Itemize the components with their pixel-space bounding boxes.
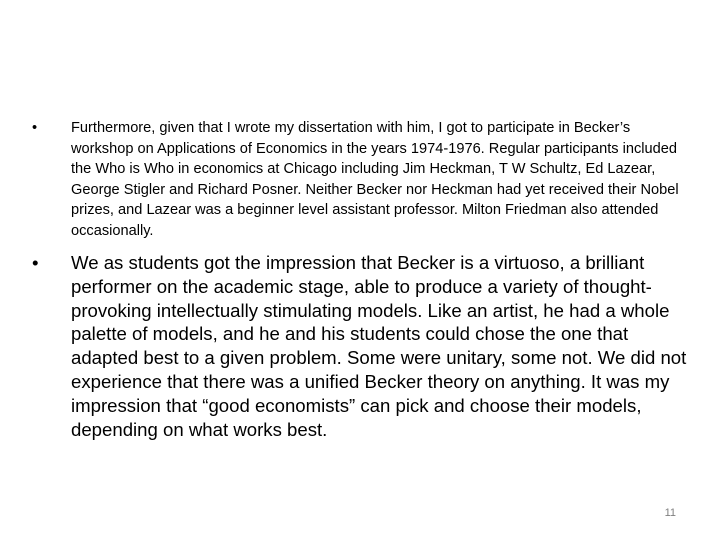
bullet-text-workshop: Furthermore, given that I wrote my dissertation with him, I got to participate in Becker’s workshop on Applications of Economics in the years 1974-1976. Regular participants included the Who is Who in economics at Chicago including Jim Heckman, T W Schultz, Ed Lazear, George Stigler and Richard Posner. Neither Becker nor Heckman had yet received their Nobel prizes, and Lazear was a beginner level assistant professor. Milton Friedman also attended occasionally. <box>71 120 679 239</box>
bullet-list <box>28 118 688 441</box>
bullet-item-virtuoso <box>28 251 688 441</box>
bullet-marker: • <box>32 120 38 136</box>
bullet-marker: • <box>32 252 39 273</box>
page-number: 11 <box>664 507 676 519</box>
bullet-item-workshop <box>28 118 688 241</box>
bullet-text-virtuoso: We as students got the impression that Becker is a virtuoso, a brilliant performer on the academic stage, able to produce a variety of thought-provoking intellectually stimulating models. Like an artist, he had a whole palette of models, and he and his students could chose the one that adapted best to a given problem. Some were unitary, some not. We did not experience that there was a unified Becker theory on anything. It was my impression that “good economists” can pick and choose their models, depending on what works best. <box>71 252 687 440</box>
